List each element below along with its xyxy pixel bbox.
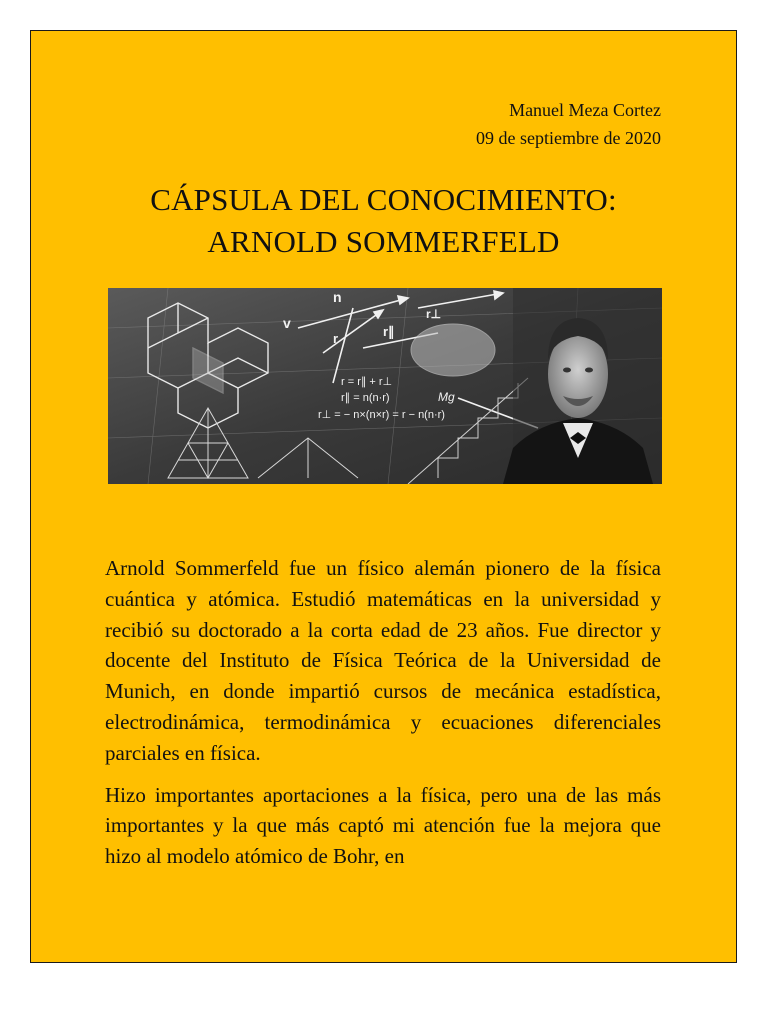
author-block xyxy=(476,96,661,152)
title-line-1: CÁPSULA DEL CONOCIMIENTO: xyxy=(150,182,617,217)
banner-image xyxy=(108,288,662,484)
article-body xyxy=(105,553,661,883)
document-date: 09 de septiembre de 2020 xyxy=(476,128,661,148)
formula-mg: Mg xyxy=(438,390,455,404)
author-name: Manuel Meza Cortez xyxy=(509,100,661,120)
ellipse-diagram-icon xyxy=(411,324,495,376)
formula-2: r∥ = n(n·r) xyxy=(341,392,390,404)
formula-v: v xyxy=(283,315,291,331)
page-title xyxy=(31,179,736,263)
title-line-2: ARNOLD SOMMERFELD xyxy=(207,224,560,259)
formula-3: r⊥ = − n×(n×r) = r − n(n·r) xyxy=(318,409,445,421)
paragraph-2: Hizo importantes aportaciones a la física, pero una de las más importantes y la que más captó mi atención fue la mejora que hizo al modelo atómico de Bohr, en xyxy=(105,782,661,869)
sommerfeld-portrait xyxy=(503,288,662,484)
formula-1: r = r∥ + r⊥ xyxy=(341,376,393,388)
formula-r-perp: r⊥ xyxy=(426,307,442,321)
paragraph-1: Arnold Sommerfeld fue un físico alemán pionero de la física cuántica y atómica. Estudió matemáticas en la universidad y recibió su doctorado a la corta edad de 23 años. Fue director y docente del Instituto de Física Teórica de la Universidad de Munich, en donde impartió cursos de mecánica estadística, electrodinámica, termodinámica y ecuaciones diferenciales parciales en física. xyxy=(105,556,661,765)
formula-r-parallel: r∥ xyxy=(383,324,395,339)
chalkboard-illustration xyxy=(108,288,662,484)
document-page xyxy=(30,30,737,963)
formula-r: r xyxy=(333,331,339,346)
formula-n: n xyxy=(333,289,342,305)
